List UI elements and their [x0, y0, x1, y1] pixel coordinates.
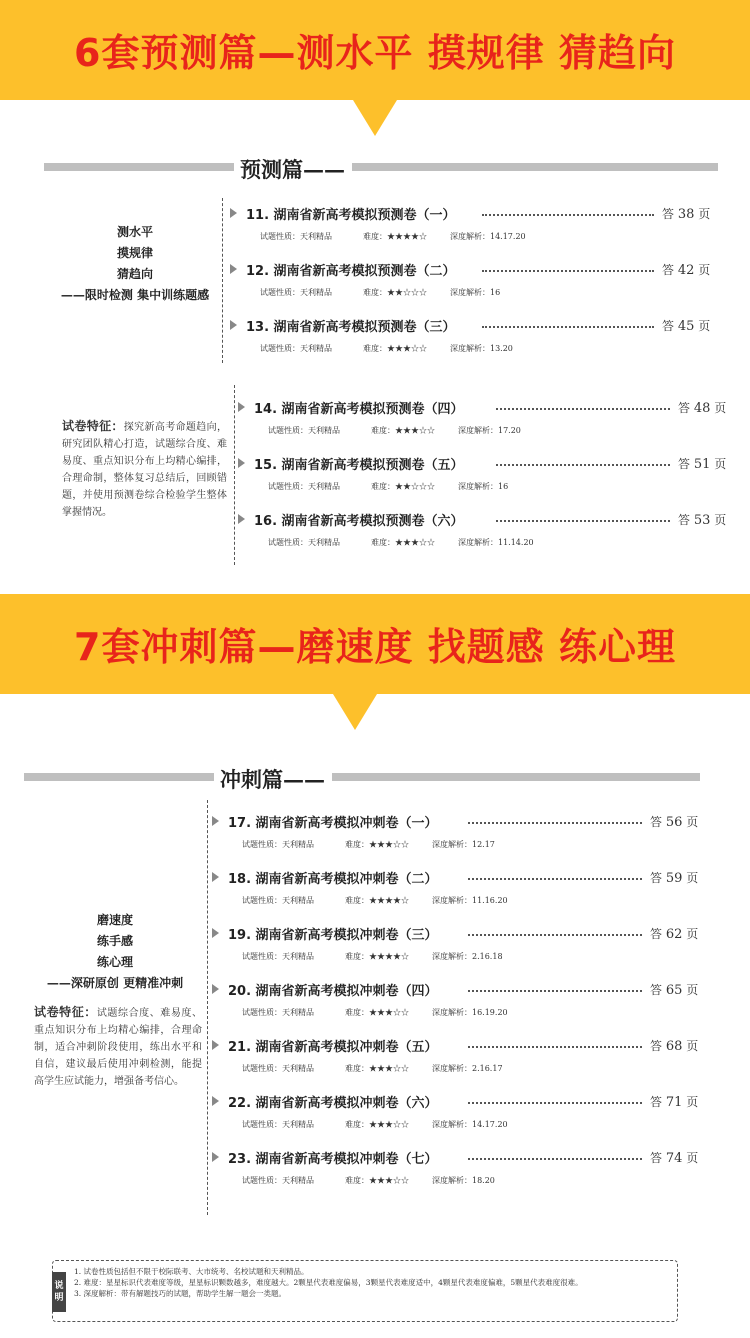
toc-entry-title: 13. 湖南省新高考模拟预测卷（三） — [246, 320, 456, 335]
toc-entry-title: 14. 湖南省新高考模拟预测卷（四） — [254, 402, 464, 417]
notes-tag: 说明 — [52, 1272, 66, 1312]
motto-line: 摸规律 — [116, 246, 153, 260]
entry-analysis: 深度解析：18.20 — [432, 1176, 495, 1185]
toc-entry-title: 20. 湖南省新高考模拟冲刺卷（四） — [228, 984, 438, 999]
toc-entry — [230, 260, 722, 316]
toc-entry-title: 18. 湖南省新高考模拟冲刺卷（二） — [228, 872, 438, 887]
divider-line — [207, 800, 208, 1215]
entry-analysis: 深度解析：16 — [458, 482, 509, 491]
notes-text — [74, 1266, 670, 1299]
entry-difficulty: 难度：★★★☆☆ — [345, 1176, 409, 1185]
toc-entry — [238, 510, 738, 566]
toc-entry-page: 答 51 页 — [678, 457, 727, 472]
toc-entry-meta — [260, 231, 526, 242]
toc-entry-page: 答 71 页 — [650, 1095, 699, 1110]
triangle-bullet-icon — [230, 264, 237, 274]
dot-leader — [468, 982, 642, 992]
entry-analysis: 深度解析：16 — [450, 288, 501, 297]
section-bar-right — [352, 163, 718, 171]
entry-type: 试题性质：天利精品 — [268, 538, 340, 547]
triangle-bullet-icon — [212, 928, 219, 938]
banner-predict-title: 6套预测篇—测水平 摸规律 猜趋向 — [74, 31, 676, 75]
entry-analysis: 深度解析：14.17.20 — [432, 1120, 508, 1129]
triangle-bullet-icon — [212, 1152, 219, 1162]
toc-entry — [212, 1092, 710, 1148]
entry-type: 试题性质：天利精品 — [242, 896, 314, 905]
dot-leader — [468, 1038, 642, 1048]
toc-entry-meta — [242, 1063, 503, 1074]
divider-line — [234, 385, 235, 565]
toc-entry — [212, 812, 710, 868]
entry-difficulty: 难度：★★★☆☆ — [345, 1120, 409, 1129]
toc-entry-meta — [242, 839, 495, 850]
entry-type: 试题性质：天利精品 — [242, 840, 314, 849]
toc-entry — [212, 980, 710, 1036]
toc-entry-page: 答 45 页 — [662, 319, 711, 334]
entry-difficulty: 难度：★★★☆☆ — [345, 1008, 409, 1017]
entry-difficulty: 难度：★★★☆☆ — [371, 538, 435, 547]
banner-sprint-arrow — [333, 694, 377, 730]
toc-entry — [230, 204, 722, 260]
triangle-bullet-icon — [230, 208, 237, 218]
triangle-bullet-icon — [238, 402, 245, 412]
banner-sprint-title: 7套冲刺篇—磨速度 找题感 练心理 — [74, 625, 676, 669]
note-line: 3. 深度解析：带有解题技巧的试题，帮助学生解一题会一类题。 — [74, 1289, 287, 1298]
toc-entry-meta — [242, 1007, 508, 1018]
motto-line: ——限时检测 集中训练题感 — [60, 288, 210, 302]
motto-line: 磨速度 — [96, 913, 133, 927]
toc-entry-page: 答 74 页 — [650, 1151, 699, 1166]
predict-feature — [62, 418, 227, 521]
entry-difficulty: 难度：★★☆☆☆ — [371, 482, 435, 491]
motto-line: ——深研原创 更精准冲刺 — [46, 976, 184, 990]
feature-label: 试卷特征： — [62, 419, 124, 433]
section-title-sprint: 冲刺篇—— — [214, 764, 331, 794]
entry-type: 试题性质：天利精品 — [268, 482, 340, 491]
triangle-bullet-icon — [212, 1040, 219, 1050]
predict-motto — [50, 222, 220, 306]
toc-entry-page: 答 59 页 — [650, 871, 699, 886]
toc-entry-title: 19. 湖南省新高考模拟冲刺卷（三） — [228, 928, 438, 943]
toc-entry-page: 答 68 页 — [650, 1039, 699, 1054]
triangle-bullet-icon — [212, 816, 219, 826]
dot-leader — [496, 456, 670, 466]
toc-entry-title: 17. 湖南省新高考模拟冲刺卷（一） — [228, 816, 438, 831]
note-line: 2. 难度：星星标识代表难度等级，星星标识颗数越多，难度越大。2颗星代表难度偏易，3颗星代表难度适中，4颗星代表难度偏难，5颗星代表难度很难。 — [74, 1278, 583, 1287]
toc-entry-meta — [242, 1119, 508, 1130]
entry-difficulty: 难度：★★☆☆☆ — [363, 288, 427, 297]
toc-entry-page: 答 48 页 — [678, 401, 727, 416]
toc-entry-title: 15. 湖南省新高考模拟预测卷（五） — [254, 458, 464, 473]
banner-predict-arrow — [353, 100, 397, 136]
triangle-bullet-icon — [238, 514, 245, 524]
entry-type: 试题性质：天利精品 — [260, 232, 332, 241]
dot-leader — [482, 206, 654, 216]
dot-leader — [468, 926, 642, 936]
feature-text: 探究新高考命题趋向，研究团队精心打造，试题综合度、难易度、重点知识分布上均精心编排，合理命制，整体复习总结后，回顾错题，并使用预测卷综合检验学生整体掌握情况。 — [62, 422, 227, 518]
entry-analysis: 深度解析：11.14.20 — [458, 538, 534, 547]
entry-analysis: 深度解析：12.17 — [432, 840, 495, 849]
entry-analysis: 深度解析：13.20 — [450, 344, 513, 353]
toc-entry — [212, 1148, 710, 1204]
dot-leader — [468, 1094, 642, 1104]
entry-difficulty: 难度：★★★★☆ — [345, 952, 409, 961]
entry-type: 试题性质：天利精品 — [242, 1176, 314, 1185]
dot-leader — [468, 1150, 642, 1160]
dot-leader — [482, 262, 654, 272]
triangle-bullet-icon — [212, 984, 219, 994]
entry-type: 试题性质：天利精品 — [242, 1008, 314, 1017]
toc-entry — [238, 398, 738, 454]
toc-entry-meta — [242, 1175, 495, 1186]
toc-entry-title: 11. 湖南省新高考模拟预测卷（一） — [246, 208, 456, 223]
toc-entry — [212, 1036, 710, 1092]
toc-entry-title: 21. 湖南省新高考模拟冲刺卷（五） — [228, 1040, 438, 1055]
entry-type: 试题性质：天利精品 — [260, 344, 332, 353]
dot-leader — [482, 318, 654, 328]
toc-entry-page: 答 38 页 — [662, 207, 711, 222]
toc-entry-page: 答 42 页 — [662, 263, 711, 278]
entry-difficulty: 难度：★★★★☆ — [363, 232, 427, 241]
entry-analysis: 深度解析：2.16.18 — [432, 952, 503, 961]
triangle-bullet-icon — [238, 458, 245, 468]
entry-analysis: 深度解析：16.19.20 — [432, 1008, 508, 1017]
banner-sprint — [0, 594, 750, 694]
entry-analysis: 深度解析：2.16.17 — [432, 1064, 503, 1073]
toc-entry-meta — [268, 425, 521, 436]
entry-difficulty: 难度：★★★★☆ — [345, 896, 409, 905]
toc-entry-title: 12. 湖南省新高考模拟预测卷（二） — [246, 264, 456, 279]
toc-entry — [212, 868, 710, 924]
triangle-bullet-icon — [212, 1096, 219, 1106]
motto-line: 测水平 — [116, 225, 153, 239]
toc-entry-meta — [242, 895, 508, 906]
entry-type: 试题性质：天利精品 — [260, 288, 332, 297]
entry-type: 试题性质：天利精品 — [242, 952, 314, 961]
sprint-feature — [34, 1004, 202, 1090]
toc-entry-meta — [260, 287, 500, 298]
entry-difficulty: 难度：★★★☆☆ — [345, 1064, 409, 1073]
triangle-bullet-icon — [230, 320, 237, 330]
toc-entry-page: 答 65 页 — [650, 983, 699, 998]
entry-analysis: 深度解析：14.17.20 — [450, 232, 526, 241]
dot-leader — [468, 814, 642, 824]
entry-analysis: 深度解析：17.20 — [458, 426, 521, 435]
toc-entry-page: 答 53 页 — [678, 513, 727, 528]
entry-type: 试题性质：天利精品 — [242, 1120, 314, 1129]
feature-text: 试题综合度、难易度、重点知识分布上均精心编排，合理命制，适合冲刺阶段使用，练出水平和自信，建议最后使用冲刺检测，能提高学生应试能力，增强备考信心。 — [34, 1008, 202, 1087]
toc-entry — [212, 924, 710, 980]
motto-line: 练手感 — [96, 934, 133, 948]
entry-difficulty: 难度：★★★☆☆ — [371, 426, 435, 435]
toc-entry-title: 22. 湖南省新高考模拟冲刺卷（六） — [228, 1096, 438, 1111]
motto-line: 猜趋向 — [116, 267, 153, 281]
section-bar-left — [44, 163, 234, 171]
motto-line: 练心理 — [96, 955, 133, 969]
toc-entry-page: 答 56 页 — [650, 815, 699, 830]
triangle-bullet-icon — [212, 872, 219, 882]
note-line: 1. 试卷性质包括但不限于校际联考、大市统考、名校试题和天利精品。 — [74, 1267, 309, 1276]
dot-leader — [496, 400, 670, 410]
dot-leader — [496, 512, 670, 522]
toc-entry-meta — [268, 537, 534, 548]
entry-type: 试题性质：天利精品 — [268, 426, 340, 435]
toc-entry-meta — [242, 951, 503, 962]
feature-label: 试卷特征： — [34, 1005, 97, 1019]
dot-leader — [468, 870, 642, 880]
section-title-predict: 预测篇—— — [234, 154, 351, 184]
toc-entry-title: 23. 湖南省新高考模拟冲刺卷（七） — [228, 1152, 438, 1167]
entry-difficulty: 难度：★★★☆☆ — [345, 840, 409, 849]
toc-entry-meta — [268, 481, 508, 492]
section-bar-right — [332, 773, 700, 781]
entry-type: 试题性质：天利精品 — [242, 1064, 314, 1073]
toc-entry — [238, 454, 738, 510]
section-bar-left — [24, 773, 214, 781]
divider-line — [222, 198, 223, 363]
banner-predict — [0, 0, 750, 100]
toc-entry — [230, 316, 722, 372]
toc-entry-title: 16. 湖南省新高考模拟预测卷（六） — [254, 514, 464, 529]
entry-analysis: 深度解析：11.16.20 — [432, 896, 508, 905]
entry-difficulty: 难度：★★★☆☆ — [363, 344, 427, 353]
sprint-motto — [30, 910, 200, 994]
toc-entry-meta — [260, 343, 513, 354]
toc-entry-page: 答 62 页 — [650, 927, 699, 942]
